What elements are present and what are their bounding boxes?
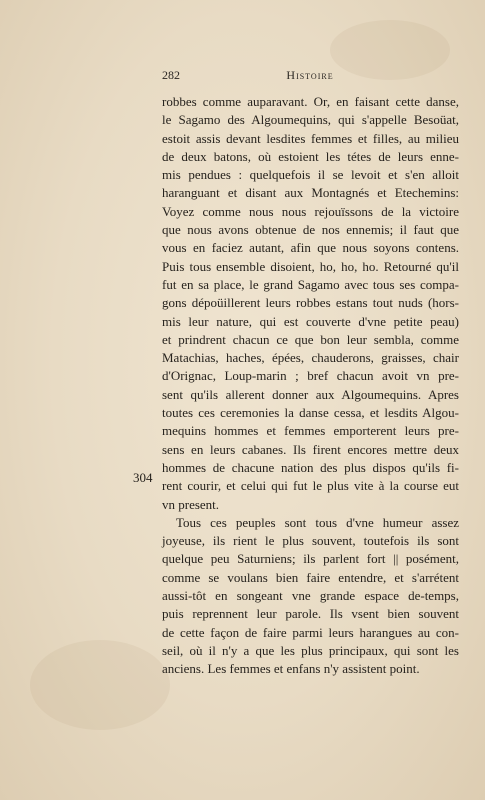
text-line: Puis tous ensemble disoient, ho, ho, ho. Retourné qu'il xyxy=(162,258,459,274)
running-title: Histoire xyxy=(286,68,334,82)
text-line: vn present. xyxy=(162,496,220,512)
text-line: que nous avons obtenue de nos ennemis; il faut que xyxy=(162,222,459,238)
margin-page-reference: 304 xyxy=(133,470,153,485)
text-line: et prindrent chacun ce que bon leur sembla, comme xyxy=(162,331,459,347)
text-line: Voyez comme nous nous rejouïssons de la victoire xyxy=(162,203,459,219)
text-line: Tous ces peuples sont tous d'vne humeur assez xyxy=(176,514,459,530)
text-line: mis leur nature, qui est couverte d'vne petite peau) xyxy=(162,313,459,329)
text-line: mis pendues : quelquefois il se levoit et s'en alloit xyxy=(162,167,459,183)
text-line: gons dépoüillerent leurs robbes estans tout nuds (hors- xyxy=(162,295,459,311)
text-line: sens en leurs cabanes. Ils firent encores mettre deux xyxy=(162,441,459,457)
text-line: hommes de chacune nation des plus dispos qu'ils fi- xyxy=(162,459,459,475)
text-line: de deux batons, où estoient les tétes de leurs enne- xyxy=(162,148,459,164)
text-line: aussi-tôt en songeant vne grande espace de-temps, xyxy=(162,588,459,604)
text-line: haranguant et disant aux Montagnés et Etechemins: xyxy=(162,185,459,201)
text-line: puis reprennent leur parole. Ils vsent bien souvent xyxy=(162,606,459,622)
text-line: Matachias, haches, épées, chauderons, graisses, chair xyxy=(162,350,459,366)
text-line: comme se voulans bien faire entendre, et s'arrétent xyxy=(162,569,459,585)
text-line: le Sagamo des Algoumequins, qui s'appelle Besoüat, xyxy=(162,112,459,128)
text-line: de cette façon de faire parmi leurs harangues au con- xyxy=(162,624,459,640)
body-text xyxy=(162,93,459,679)
text-line: mequins hommes et femmes emporterent leurs pre- xyxy=(162,423,459,439)
paper-stain xyxy=(30,640,170,730)
text-line: fut en sa place, le grand Sagamo avec tous ses compa- xyxy=(162,276,459,292)
text-line: vous en faciez autant, afin que nous soyons contens. xyxy=(162,240,459,256)
text-line: toutes ces ceremonies la danse cessa, et lesdits Algou- xyxy=(162,405,459,421)
text-line: anciens. Les femmes et enfans n'y assistent point. xyxy=(162,661,420,677)
text-line: rent courir, et celui qui fut le plus vite à la course eut xyxy=(162,478,459,494)
page-number: 282 xyxy=(162,68,180,82)
text-line: d'Orignac, Loup-marin ; bref chacun avoit vn pre- xyxy=(162,368,459,384)
text-line: seil, où il n'y a que les plus principaux, qui sont les xyxy=(162,642,459,658)
text-line: estoit assis devant lesdites femmes et filles, au milieu xyxy=(162,130,459,146)
text-line: sent qu'ils allerent donner aux Algoumequins. Apres xyxy=(162,386,459,402)
text-line: quelque peu Saturniens; ils parlent fort || posément, xyxy=(162,551,459,567)
text-line: robbes comme auparavant. Or, en faisant cette danse, xyxy=(162,94,459,109)
running-head xyxy=(162,68,458,84)
text-line: joyeuse, ils rient le plus souvent, toutefois ils sont xyxy=(162,533,459,549)
